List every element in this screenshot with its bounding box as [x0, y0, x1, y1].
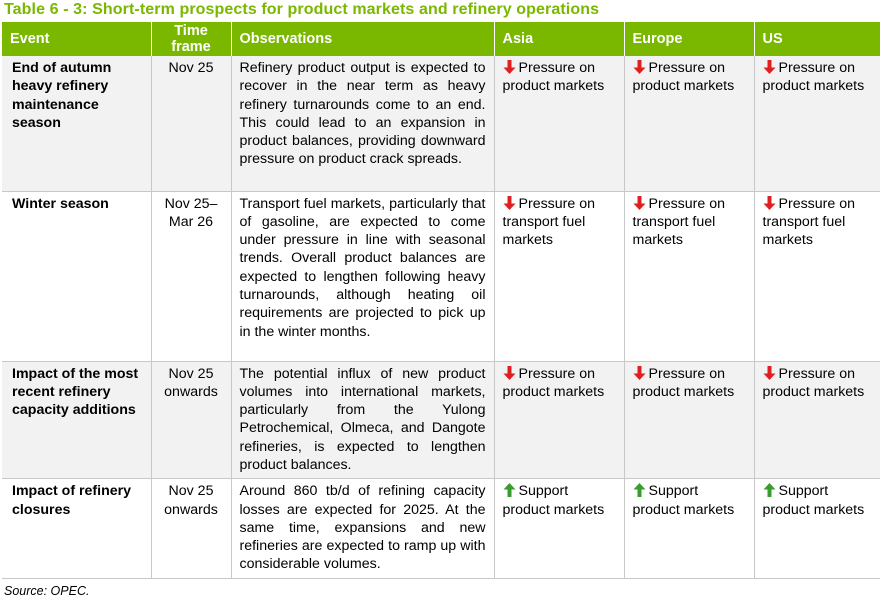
us-cell — [754, 191, 880, 361]
event-cell: Impact of refinery closures — [2, 479, 151, 578]
time-cell: Nov 25 onwards — [151, 479, 231, 578]
up-arrow-icon — [503, 483, 516, 497]
observations-cell: The potential influx of new product volumes into international markets, particularly from the Yulong Petrochemical, Olmeca, and Dangote refineries, is expected to lengthen product balances. — [231, 361, 494, 479]
down-arrow-icon — [503, 60, 516, 74]
asia-cell — [494, 361, 624, 479]
us-cell — [754, 479, 880, 578]
down-arrow-icon — [633, 366, 646, 380]
us-cell — [754, 361, 880, 479]
down-arrow-icon — [503, 366, 516, 380]
observations-cell: Transport fuel markets, particularly that of gasoline, are expected to come under pressure in line with seasonal trends. Overall product balances are expected to lengthen following heavy turnarounds, although heating oil requirements are projected to pick up in the winter months. — [231, 191, 494, 361]
europe-cell — [624, 361, 754, 479]
table-row — [2, 361, 880, 479]
down-arrow-icon — [763, 196, 776, 210]
event-cell: End of autumn heavy refinery maintenance season — [2, 56, 151, 191]
observations-cell: Refinery product output is expected to recover in the near term as heavy refinery turnarounds come to an end. This could lead to an expansion in product balances, providing downward pressure on product crack spreads. — [231, 56, 494, 191]
table-row — [2, 479, 880, 578]
observations-cell: Around 860 tb/d of refining capacity losses are expected for 2025. At the same time, expansions and new refineries are expected to ramp up with considerable volumes. — [231, 479, 494, 578]
impact-text: Support product markets — [762, 483, 865, 518]
table-row — [2, 191, 880, 361]
header-europe: Europe — [624, 22, 754, 56]
europe-cell — [624, 479, 754, 578]
down-arrow-icon — [503, 196, 516, 210]
table-title: Table 6 - 3: Short-term prospects for product markets and refinery operations — [4, 1, 600, 18]
europe-cell — [624, 56, 754, 191]
header-row — [2, 22, 880, 56]
impact-text: Pressure on transport fuel markets — [502, 195, 595, 249]
asia-cell — [494, 191, 624, 361]
up-arrow-icon — [633, 483, 646, 497]
impact-text: Pressure on product markets — [632, 365, 735, 400]
header-us: US — [754, 22, 880, 56]
impact-text: Pressure on transport fuel markets — [762, 195, 855, 249]
prospects-table — [2, 22, 880, 579]
header-event: Event — [2, 22, 151, 56]
impact-text: Support product markets — [632, 483, 735, 518]
impact-text: Pressure on product markets — [762, 365, 865, 400]
event-cell: Winter season — [2, 191, 151, 361]
asia-cell — [494, 479, 624, 578]
time-cell: Nov 25– Mar 26 — [151, 191, 231, 361]
impact-text: Pressure on product markets — [502, 365, 605, 400]
down-arrow-icon — [763, 60, 776, 74]
time-cell: Nov 25 — [151, 56, 231, 191]
down-arrow-icon — [633, 60, 646, 74]
impact-text: Pressure on product markets — [632, 60, 735, 95]
impact-text: Pressure on product markets — [502, 60, 605, 95]
down-arrow-icon — [763, 366, 776, 380]
time-cell: Nov 25 onwards — [151, 361, 231, 479]
europe-cell — [624, 191, 754, 361]
us-cell — [754, 56, 880, 191]
header-observations: Observations — [231, 22, 494, 56]
table-row — [2, 56, 880, 191]
asia-cell — [494, 56, 624, 191]
down-arrow-icon — [633, 196, 646, 210]
impact-text: Pressure on product markets — [762, 60, 865, 95]
up-arrow-icon — [763, 483, 776, 497]
impact-text: Support product markets — [502, 483, 605, 518]
source-note: Source: OPEC. — [4, 584, 90, 598]
header-time-frame: Time frame — [151, 22, 231, 56]
event-cell: Impact of the most recent refinery capacity additions — [2, 361, 151, 479]
impact-text: Pressure on transport fuel markets — [632, 195, 725, 249]
header-asia: Asia — [494, 22, 624, 56]
